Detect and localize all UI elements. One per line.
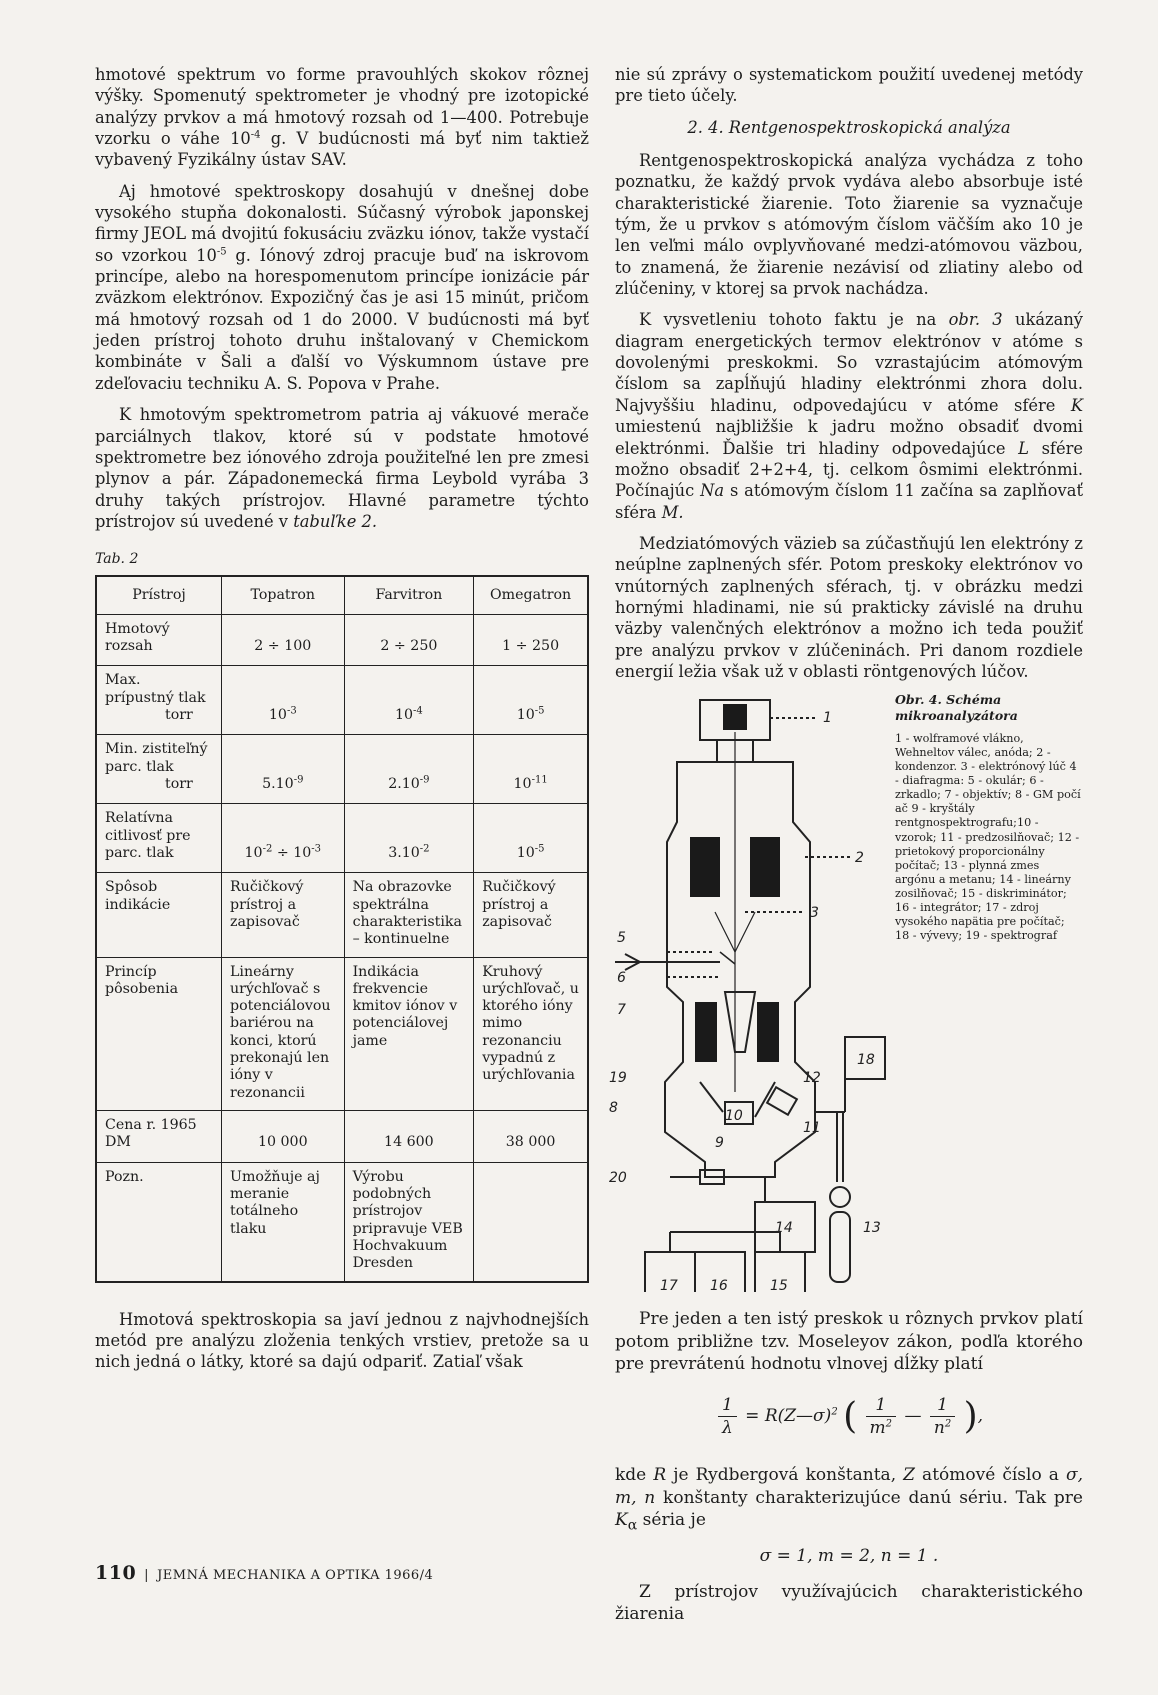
left-paragraph-2: Aj hmotové spektroskopy dosahujú v dnešnej dobe vysokého stupňa dokonalosti. Súčasný výrobok japonskej firmy JEOL má dvojitú fokusáciu zväzku iónov, takže vystačí so vzorkou $10^{-5}$ g. Iónový zdroj pracuje buď na iskrovom princípe, alebo na horespomenutom princípe ionizácie pár zväzkom elektrónov. Expozičný čas je asi 15 minút, pričom má hmotový rozsah od 1 do 2000. V budúcnosti má byť jeden prístroj tohoto druhu inštalovaný v Chemickom kombináte v Šali a ďalší vo Výskumnom ústave pre zdeľovaciu techniku A. S. Popova v Prahe. <box>95 181 589 393</box>
table-row <box>96 1162 588 1281</box>
table-cell: Kruhový urýchľovač, u ktorého ióny mimo rezonanciu vypadnú z urýchľovania <box>474 957 588 1111</box>
right-paragraph-7: Z prístrojov využívajúcich charakteristického žiarenia <box>615 1581 1083 1625</box>
table-row <box>96 735 588 804</box>
table-cell: $5.10^{-9}$ <box>222 735 345 804</box>
table-cell: Ručičkový prístroj a zapisovač <box>474 873 588 957</box>
right-paragraph-3: K vysvetleniu tohoto faktu je na obr. 3 ukázaný diagram energetických termov elektrónov v atóme s dovolenými preskokmi. So vzrastajúcim atómovým číslom sa zapĺňujú hladiny elektrónmi zhora dolu. Najvyššiu hladinu, odpovedajúcu v atóme sfére K umiestenú najbližšie k jadru možno obsadiť dvomi elektrónmi. Ďalšie tri hladiny odpovedajúce L sfére možno obsadiť 2+2+4, tj. celkom ôsmimi elektrónmi. Počínajúc Na s atómovým číslom 11 začína sa zaplňovať sféra M. <box>615 310 1083 522</box>
right-paragraph-4: Medziatómových väzieb sa zúčastňujú len elektróny z neúplne zaplnených sfér. Potom preskoky elektrónov vo vnútorných zaplnených sférach, tj. v obrázku medzi hornými hladinami, nie sú prakticky závislé na druhu väzby valenčných elektrónov a možno ich teda použiť pre analýzu prvkov v zlúčeninách. Pri danom rozdiele energií ležia však už v oblasti röntgenových lúčov. <box>615 533 1083 681</box>
figure-caption <box>895 692 1081 943</box>
table-row <box>96 873 588 957</box>
table-cell: Lineárny urýchľovač s potenciálovou bariérou na konci, ktorú prekonajú len ióny v rezonancii <box>222 957 345 1111</box>
fig-label: 12 <box>803 1070 821 1087</box>
page-number: 110 <box>95 1562 137 1584</box>
table-cell: $3.10^{-2}$ <box>344 804 474 873</box>
condenser-block <box>750 837 780 897</box>
objective-block <box>695 1002 717 1062</box>
table-cell: $10^{-5}$ <box>474 666 588 735</box>
table-cell: $10^{-4}$ <box>344 666 474 735</box>
microanalyzer-schematic <box>605 692 895 1292</box>
table-row <box>96 666 588 735</box>
series-constants: σ = 1, m = 2, n = 1 . <box>759 1545 939 1566</box>
table-cell: 1 ÷ 250 <box>474 614 588 666</box>
figure-legend: 1 - wolframové vlákno, Wehneltov válec, anóda; 2 - kondenzor. 3 - elektrónový lúč 4 - diafragma: 5 - okulár; 6 - zrkadlo; 7 - objektív; 8 - GM počí ač 9 - kryštály rentgnospektrografu;10 - vzorok; 11 - predzosilňovač; 12 - prietokový proporcionálny počítač; 13 - plynná zmes argónu a metanu; 14 - lineárny zosilňovač; 15 - diskriminátor; 16 - integrátor; 17 - zdroj vysokého napätia pre počítač; 18 - vývevy; 19 - spektrograf <box>895 731 1081 943</box>
table-row <box>96 957 588 1111</box>
fig-label: 19 <box>609 1070 627 1087</box>
moseley-equation: $\frac{1}{\lambda}$ = R(Z—σ)$^2$ ( $\frac{1}{m^2}$ — $\frac{1}{n^2}$ ), <box>615 1393 1083 1440</box>
fig-label: 1 <box>823 710 832 727</box>
row-label: Pozn. <box>96 1162 222 1281</box>
condenser-block <box>690 837 720 897</box>
table-cell: 38 000 <box>474 1111 588 1163</box>
fig-label: 6 <box>617 970 626 987</box>
table-cell: $10^{-11}$ <box>474 735 588 804</box>
table-header-row <box>96 576 588 615</box>
row-label: Cena r. 1965 DM <box>96 1111 222 1163</box>
fig-label: 5 <box>617 930 626 947</box>
table-header: Prístroj <box>96 576 222 615</box>
table-cell: $10^{-5}$ <box>474 804 588 873</box>
fig-label: 17 <box>660 1278 678 1293</box>
table-cell: 2 ÷ 100 <box>222 614 345 666</box>
fig-label: 18 <box>857 1052 875 1069</box>
fig-label: 20 <box>609 1170 627 1187</box>
table-header: Farvitron <box>344 576 474 615</box>
filament-block <box>723 704 747 730</box>
table-cell: Indikácia frekvencie kmitov iónov v potenciálovej jame <box>344 957 474 1111</box>
fig-label: 14 <box>775 1220 793 1237</box>
table-row <box>96 614 588 666</box>
figure-microanalyzer <box>609 692 1083 1302</box>
table-header: Topatron <box>222 576 345 615</box>
right-paragraph-1: nie sú zprávy o systematickom použití uvedenej metódy pre tieto účely. <box>615 65 1083 106</box>
row-label: Hmotový rozsah <box>96 614 222 666</box>
objective-block <box>757 1002 779 1062</box>
row-label: Min. zistiteľný parc. tlak torr <box>96 735 222 804</box>
table-cell: Výrobu podobných prístrojov pripravuje VEB Hochvakuum Dresden <box>344 1162 474 1281</box>
fig-label: 10 <box>725 1108 743 1125</box>
table-row <box>96 1111 588 1163</box>
table-row <box>96 804 588 873</box>
table-caption: Tab. 2 <box>95 551 139 568</box>
left-paragraph-3: K hmotovým spektrometrom patria aj vákuové merače parciálnych tlakov, ktoré sú v podstate hmotové spektrometre bez iónového zdroja použiteľné len pre zmesi plynov a pár. Západonemecká firma Leybold vyrába 3 druhy takých prístrojov. Hlavné parametre týchto prístrojov sú uvedené v tabuľke 2. <box>95 405 589 531</box>
fig-label: 2 <box>855 850 864 867</box>
left-paragraph-1: hmotové spektrum vo forme pravouhlých skokov rôznej výšky. Spomenutý spektrometer je vhodný pre izotopické analýzy prvkov a má hmotový rozsah od 1—400. Potrebuje vzorku o váhe $10^{-4}$ g. V budúcnosti má byť nim taktiež vybavený Fyzikálny ústav SAV. <box>95 65 589 170</box>
fig-label: 7 <box>617 1002 626 1019</box>
fig-label: 13 <box>863 1220 881 1237</box>
table-cell: $10^{-2} \div 10^{-3}$ <box>222 804 345 873</box>
table-cell <box>474 1162 588 1281</box>
row-label: Relatívna citlivosť pre parc. tlak <box>96 804 222 873</box>
left-column <box>95 64 589 1383</box>
table-cell: Umožňuje aj meranie totálneho tlaku <box>222 1162 345 1281</box>
journal-name: JEMNÁ MECHANIKA A OPTIKA 1966/4 <box>157 1568 434 1583</box>
table-cell: $10^{-3}$ <box>222 666 345 735</box>
table-header: Omegatron <box>474 576 588 615</box>
table-cell: Ručičkový prístroj a zapisovač <box>222 873 345 957</box>
table-cell: $2.10^{-9}$ <box>344 735 474 804</box>
parameters-table <box>95 575 589 1283</box>
table-cell: Na obrazovke spektrálna charakteristika – kontinuelne <box>344 873 474 957</box>
table-cell: 10 000 <box>222 1111 345 1163</box>
fig-label: 9 <box>715 1135 724 1152</box>
fig-label: 8 <box>609 1100 618 1117</box>
right-paragraph-2: Rentgenospektroskopická analýza vychádza z toho poznatku, že každý prvok vydáva alebo absorbuje isté charakteristické žiarenie. Toto žiarenie sa vyznačuje tým, že u prvkov s atómovým číslom väčším ako 10 je len veľmi málo ovplyvňované medzi-atómovou väzbou, to znamená, že žiarenie nezávisí od zliatiny alebo od zlúčeniny, v ktorej sa prvok nachádza. <box>615 151 1083 299</box>
right-paragraph-5: Pre jeden a ten istý preskok u rôznych prvkov platí potom približne tzv. Moseleyov zákon, podľa ktorého pre prevrátenú hodnotu vlnovej dĺžky platí <box>615 1309 1083 1374</box>
row-label: Princíp pôsobenia <box>96 957 222 1111</box>
left-paragraph-4: Hmotová spektroskopia sa javí jednou z najvhodnejších metód pre analýzu zloženia tenkých vrstiev, pretože sa u nich jedná o látky, ktoré sa dajú odpariť. Zatiaľ však <box>95 1309 589 1372</box>
right-paragraph-6: kde R je Rydbergová konštanta, Z atómové číslo a σ, m, n konštanty charakterizujúce danú sériu. Tak pre $K_\alpha$ séria je <box>615 1465 1083 1534</box>
row-label: Spôsob indikácie <box>96 873 222 957</box>
section-heading: 2. 4. Rentgenospektroskopická analýza <box>687 117 1011 137</box>
fig-label: 16 <box>710 1278 728 1293</box>
fig-label: 15 <box>770 1278 788 1293</box>
table-cell: 14 600 <box>344 1111 474 1163</box>
figure-title: Obr. 4. Schéma mikroanalyzátora <box>895 692 1018 724</box>
row-label: Max. prípustný tlak torr <box>96 666 222 735</box>
fig-label: 3 <box>810 905 819 922</box>
right-column <box>609 64 1083 1636</box>
fig-label: 11 <box>803 1120 821 1137</box>
table-cell: 2 ÷ 250 <box>344 614 474 666</box>
page-footer: 110 | JEMNÁ MECHANIKA A OPTIKA 1966/4 <box>95 1562 434 1584</box>
